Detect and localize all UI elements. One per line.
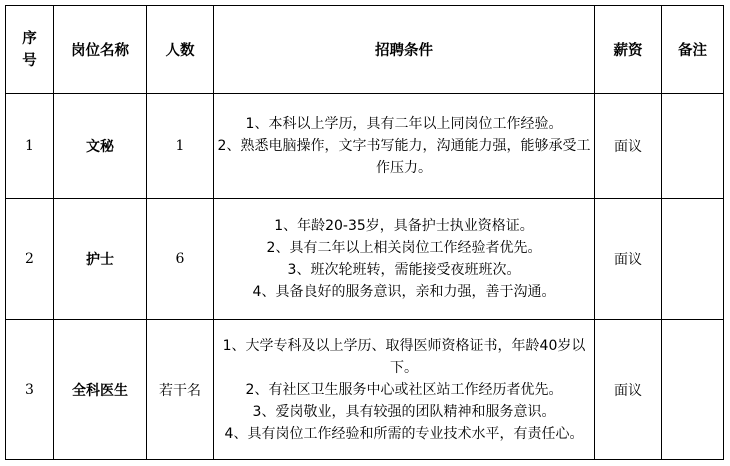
- recruitment-table: [5, 5, 724, 460]
- row-count: 6: [147, 199, 214, 320]
- condition-line: 2、具有二年以上相关岗位工作经验者优先。: [266, 240, 542, 256]
- row-remark: [662, 320, 724, 460]
- condition-line: 2、熟悉电脑操作，文字书写能力，沟通能力强，能够承受工作压力。: [217, 138, 591, 176]
- condition-line: 3、班次轮班转，需能接受夜班班次。: [287, 262, 521, 278]
- header-row: [6, 6, 724, 94]
- row-position: 全科医生: [54, 320, 147, 460]
- row-remark: [662, 199, 724, 320]
- row-remark: [662, 94, 724, 199]
- row-count: 1: [147, 94, 214, 199]
- header-conditions: 招聘条件: [214, 6, 595, 94]
- condition-line: 2、有社区卫生服务中心或社区站工作经历者优先。: [245, 381, 563, 398]
- header-count: 人数: [147, 6, 214, 94]
- header-remark: 备注: [662, 6, 724, 94]
- row-position: 文秘: [54, 94, 147, 199]
- condition-line: 1、年龄20-35岁，具备护士执业资格证。: [274, 218, 534, 234]
- condition-line: 3、爱岗敬业，具有较强的团队精神和服务意识。: [252, 403, 556, 420]
- row-conditions: [214, 320, 595, 460]
- header-seq: [6, 6, 54, 94]
- row-seq: 2: [6, 199, 54, 320]
- condition-line: 4、具备良好的服务意识，亲和力强，善于沟通。: [252, 284, 556, 300]
- row-seq: 1: [6, 94, 54, 199]
- row-seq: 3: [6, 320, 54, 460]
- row-salary: 面议: [595, 94, 662, 199]
- condition-line: 1、本科以上学历，具有二年以上同岗位工作经验。: [245, 116, 563, 132]
- row-conditions: [214, 94, 595, 199]
- row-position: 护士: [54, 199, 147, 320]
- header-position: 岗位名称: [54, 6, 147, 94]
- row-salary: 面议: [595, 320, 662, 460]
- condition-line: 1、大学专科及以上学历、取得医师资格证书，年龄40岁以下。: [222, 337, 586, 376]
- row-conditions: [214, 199, 595, 320]
- row-count: 若干名: [147, 320, 214, 460]
- table-row: [6, 320, 724, 460]
- condition-line: 4、具有岗位工作经验和所需的专业技术水平，有责任心。: [224, 425, 584, 442]
- table-row: [6, 94, 724, 199]
- table-row: [6, 199, 724, 320]
- header-salary: 薪资: [595, 6, 662, 94]
- row-salary: 面议: [595, 199, 662, 320]
- header-seq-label: 序号: [22, 30, 37, 69]
